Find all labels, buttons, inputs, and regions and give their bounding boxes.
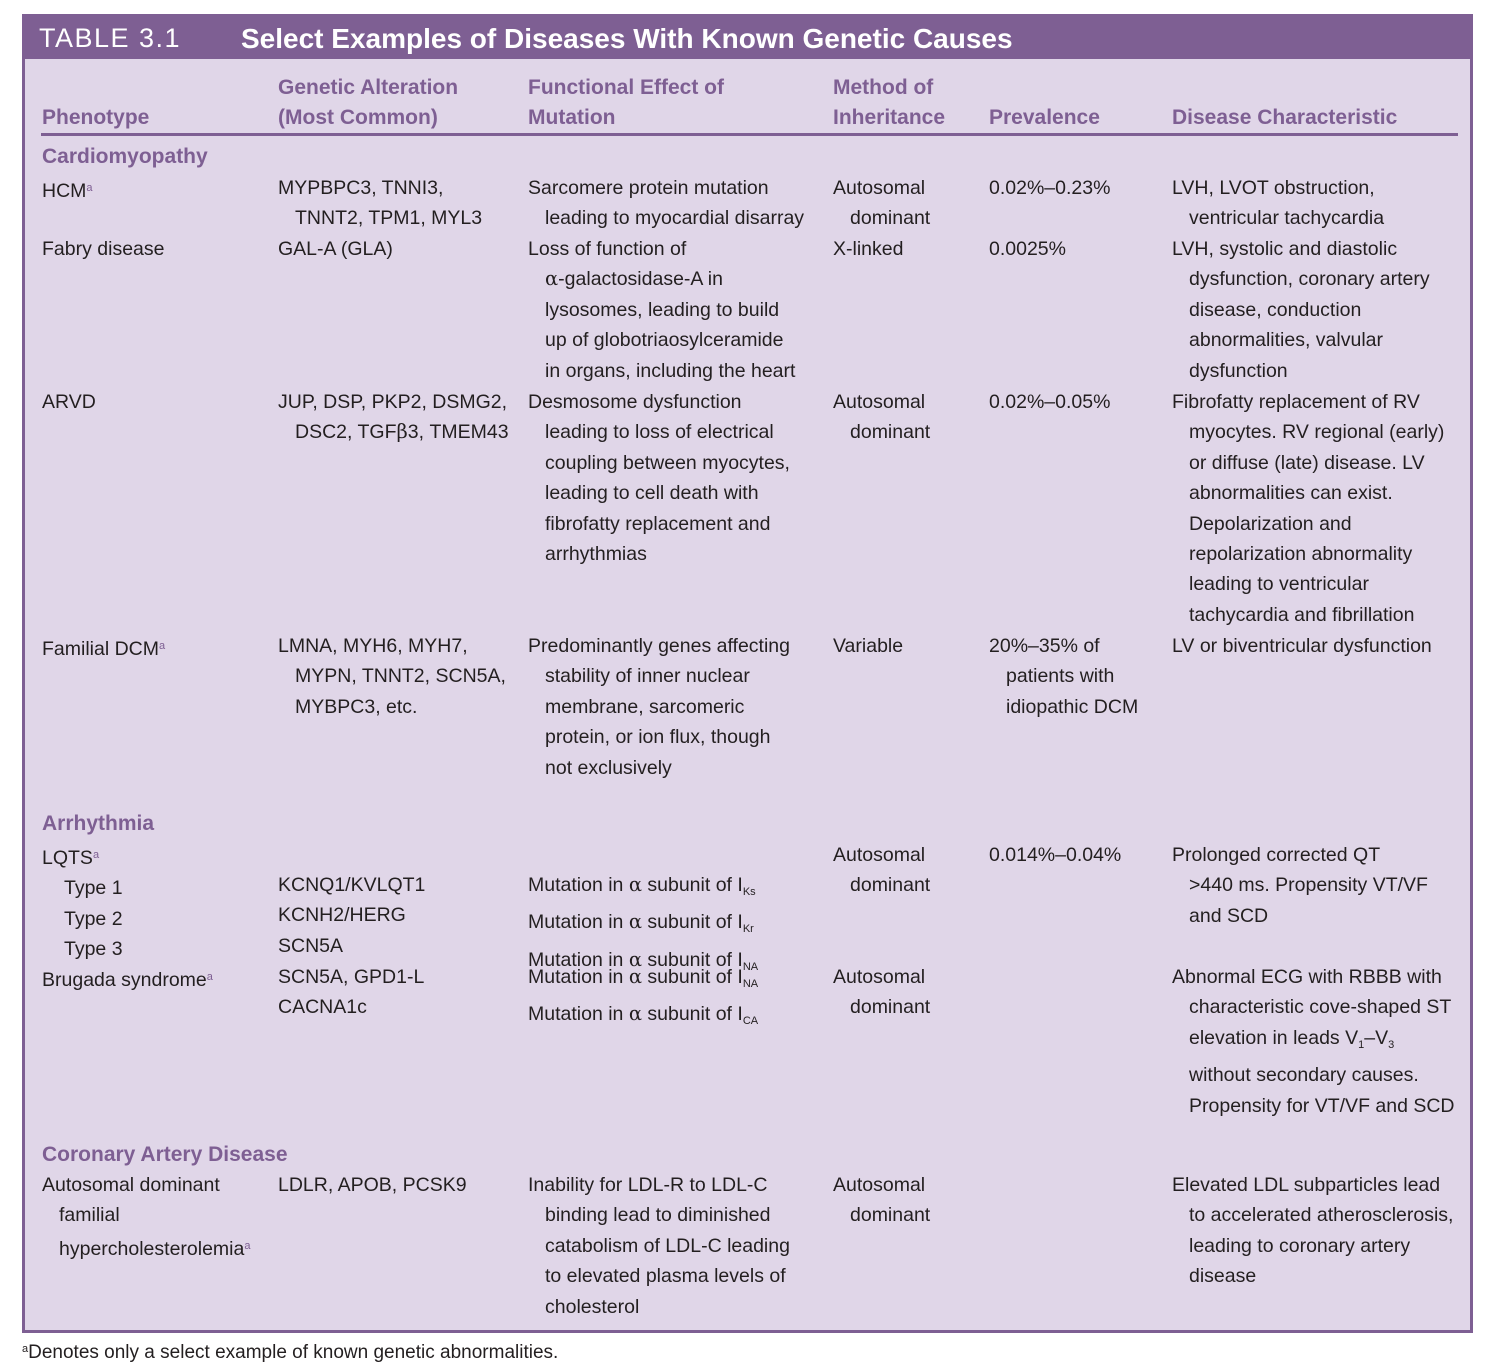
table-row-fabry-prevalence: 0.0025% — [989, 238, 1066, 260]
table-row-hcm-inheritance: Autosomal dominant — [833, 177, 931, 230]
table-row-fabry-genetic: GAL-A (GLA) — [278, 238, 393, 260]
table-row-fabry-inheritance: X-linked — [833, 238, 904, 260]
table-row-fh-inheritance: Autosomal dominant — [833, 1174, 931, 1227]
table-row-lqts-phenotype: LQTS$^a$ Type 1 Type 2 Type 3 — [42, 847, 123, 961]
table-row-arvd-effect: Desmosome dysfunction leading to loss of electrical coupling between myocytes, leading to cell death with fibrofatty replacement and arrhythmias — [528, 391, 790, 566]
table-row-arvd-inheritance: Autosomal dominant — [833, 391, 931, 444]
header-rule — [41, 133, 1458, 136]
table-row-lqts-prevalence: 0.014%–0.04% — [989, 844, 1122, 866]
table-row-dcm-phenotype: Familial DCM$^a$ — [42, 638, 166, 660]
header-phenotype: Phenotype — [42, 106, 150, 129]
table-title: Select Examples of Diseases With Known Genetic Causes — [241, 23, 1013, 54]
table-row-hcm-phenotype: HCM$^a$ — [42, 180, 93, 202]
table-row-fh-phenotype: Autosomal dominant familial hypercholesterolemia$^a$ — [42, 1174, 251, 1260]
table-row-lqts-genetic: KCNQ1/KVLQT1 KCNH2/HERG SCN5A — [278, 874, 426, 957]
table-row-lqts-characteristic: Prolonged corrected QT >440 ms. Propensity VT/VF and SCD — [1172, 844, 1428, 927]
table-row-hcm-genetic: MYPBPC3, TNNI3, TNNT2, TPM1, MYL3 — [278, 177, 483, 230]
table-row-brugada-effect: Mutation in α subunit of $I_{NA}$ Mutation in α subunit of $I_{CA}$ — [528, 965, 759, 1028]
table-row-hcm-prevalence: 0.02%–0.23% — [989, 177, 1111, 199]
table-row-dcm-prevalence: 20%–35% of patients with idiopathic DCM — [989, 635, 1139, 718]
table-row-fabry-characteristic: LVH, systolic and diastolic dysfunction, coronary artery disease, conduction abnormalities, valvular dysfunction — [1172, 238, 1430, 382]
table-row-dcm-inheritance: Variable — [833, 635, 904, 657]
table-row-brugada-characteristic: Abnormal ECG with RBBB with characteristic cove-shaped ST elevation in leads $V_1-V_3$ without secondary causes. Propensity for VT/VF and SCD — [1172, 966, 1455, 1117]
header-disease-characteristic: Disease Characteristic — [1172, 106, 1398, 129]
section-coronary-artery-disease: Coronary Artery Disease — [42, 1143, 288, 1166]
header-prevalence: Prevalence — [989, 106, 1100, 129]
header-method-of-inheritance: Method of Inheritance — [833, 76, 946, 129]
table-row-arvd-phenotype: ARVD — [42, 391, 96, 413]
table-footnote: $^a$Denotes only a select example of known genetic abnormalities. — [22, 1342, 559, 1363]
table-row-hcm-characteristic: LVH, LVOT obstruction, ventricular tachycardia — [1172, 177, 1385, 230]
table-row-brugada-genetic: SCN5A, GPD1-L CACNA1c — [278, 966, 425, 1019]
table-row-arvd-characteristic: Fibrofatty replacement of RV myocytes. RV regional (early) or diffuse (late) disease. LV abnormalities can exist. Depolarization and repolarization abnormality leading to ventricular tachycardia and fibrillation — [1172, 391, 1445, 626]
table-row-fabry-effect: Loss of function of α-galactosidase-A in lysosomes, leading to build up of globotriaosylceramide in organs, including the heart — [528, 238, 796, 382]
table-label: TABLE 3.1 — [39, 23, 182, 53]
section-arrhythmia: Arrhythmia — [42, 812, 155, 835]
table-row-arvd-genetic: JUP, DSP, PKP2, DSMG2, DSC2, TGFβ3, TMEM43 — [278, 391, 509, 444]
table-row-fabry-phenotype: Fabry disease — [42, 238, 165, 260]
table-row-lqts-effect: Mutation in α subunit of $I_{Ks}$ Mutation in α subunit of $I_{Kr}$ Mutation in α subunit of $I_{NA}$ — [528, 873, 759, 973]
table-row-dcm-characteristic: LV or biventricular dysfunction — [1172, 635, 1432, 657]
table-row-fh-effect: Inability for LDL-R to LDL-C binding lead to diminished catabolism of LDL-C leading to elevated plasma levels of cholesterol — [528, 1174, 790, 1318]
table-row-dcm-effect: Predominantly genes affecting stability of inner nuclear membrane, sarcomeric protein, or ion flux, though not exclusively — [528, 635, 790, 779]
table-frame — [22, 14, 1473, 1333]
table-row-brugada-phenotype: Brugada syndrome$^a$ — [42, 969, 213, 991]
table-row-hcm-effect: Sarcomere protein mutation leading to myocardial disarray — [528, 177, 805, 230]
table-row-fh-characteristic: Elevated LDL subparticles lead to accelerated atherosclerosis, leading to coronary artery disease — [1172, 1174, 1454, 1288]
table-row-arvd-prevalence: 0.02%–0.05% — [989, 391, 1111, 413]
header-functional-effect: Functional Effect of Mutation — [528, 76, 724, 129]
header-genetic-alteration: Genetic Alteration (Most Common) — [278, 76, 459, 129]
table-row-brugada-inheritance: Autosomal dominant — [833, 966, 931, 1019]
section-cardiomyopathy: Cardiomyopathy — [42, 145, 208, 168]
table-title-bar — [25, 17, 1470, 59]
table-row-lqts-inheritance: Autosomal dominant — [833, 844, 931, 897]
table-row-dcm-genetic: LMNA, MYH6, MYH7, MYPN, TNNT2, SCN5A, MYBPC3, etc. — [278, 635, 506, 718]
table-row-fh-genetic: LDLR, APOB, PCSK9 — [278, 1174, 467, 1196]
